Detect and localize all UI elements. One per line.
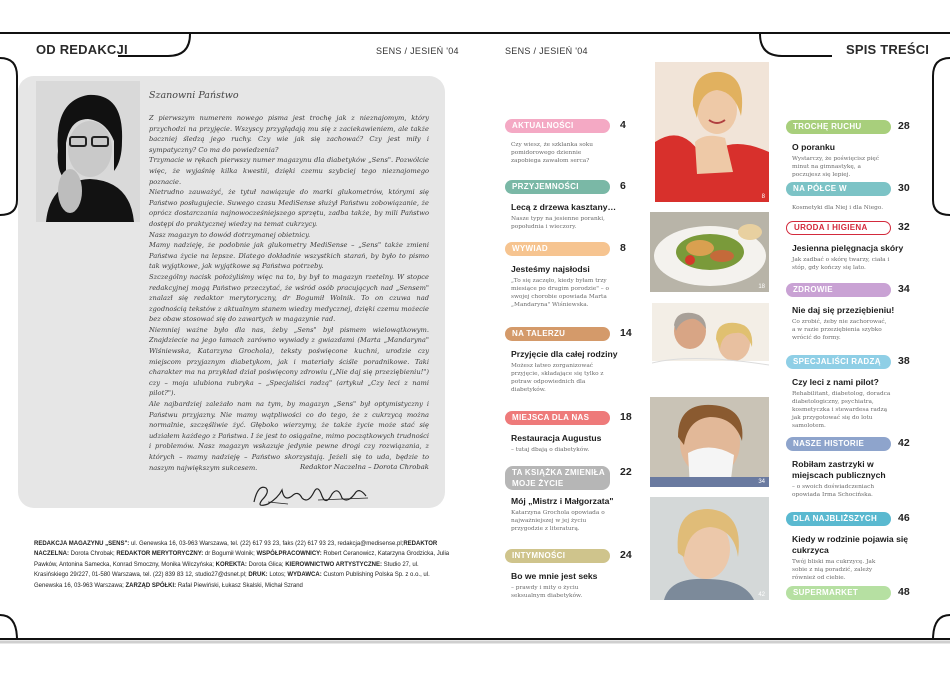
toc-article-description: Katarzyna Grochola opowiada o najważniejszej w jej życiu przygodzie z literaturą.	[511, 510, 605, 532]
editorial-greeting: Szanowni Państwo	[149, 90, 239, 101]
credit-label: WYDAWCA:	[287, 572, 322, 579]
toc-article-title[interactable]: Jesteśmy najsłodsi	[511, 264, 590, 274]
photo-page-number: 8	[761, 194, 765, 200]
editor-photo	[36, 81, 140, 222]
credit-text: Dorota Glica;	[246, 561, 286, 568]
photo-cold	[650, 397, 769, 487]
credit-text: Rafał Piewiński, Łukasz Skalski, Michał Szrand	[176, 582, 303, 589]
toc-category-supermarket[interactable]: SUPERMARKET	[786, 586, 891, 600]
toc-page-number[interactable]: 32	[898, 221, 910, 233]
toc-page-number[interactable]: 4	[620, 119, 626, 131]
toc-article-description: Wystarczy, że poświęcisz pięć minut na gimnastykę, a poczujesz się lepiej.	[792, 156, 880, 178]
toc-article-description: – tutaj dbają o diabetyków.	[511, 447, 590, 453]
handwritten-signature	[248, 478, 378, 510]
toc-page-number[interactable]: 38	[898, 355, 910, 367]
credit-label: DRUK:	[248, 572, 268, 579]
toc-category-miejsca-dla-nas[interactable]: MIEJSCA DLA NAS	[505, 411, 610, 425]
toc-article-title[interactable]: Przyjęcie dla całej rodziny	[511, 349, 618, 359]
toc-article-description: Co zrobić, żeby nie zachorować, a w razie przeziębienia szybko wrócić do formy.	[792, 319, 887, 341]
credit-text: dr Bogumił Wolnik;	[203, 551, 257, 558]
photo-page-number: 34	[758, 479, 765, 485]
toc-category-ta-książka-zmieniła-moje-życie[interactable]: TA KSIĄŻKA ZMIENIŁA MOJE ŻYCIE	[505, 466, 610, 490]
editorial-paragraph: Szczególny nacisk położyliśmy więc na to, by był to magazyn rzetelny. W stopce redakcyjnej mogą Państwo przeczytać, że wśród osób pracujących nad „Sensem" znalazł się redaktor merytoryczny, dr Bogumił Wolnik. To on czuwa nad zgodnością tekstów z aktualnym stanem wiedzy medycznej, dzięki czemu możecie bez obaw stosować się do zawartych w magazynie rad.	[149, 272, 429, 324]
toc-article-description: Możesz łatwo zorganizować przyjęcie, składające się tylko z potraw odpowiednich dla diabetyków.	[511, 363, 604, 393]
toc-article-title[interactable]: Nie daj się przeziębieniu!	[792, 305, 895, 315]
toc-article-title[interactable]: Restauracja Augustus	[511, 433, 602, 443]
editorial-paragraph: Trzymacie w rękach pierwszy numer magazynu dla diabetyków „Sens". Pozwólcie więc, że wyjaśnię kilka kwestii, dzięki czemu szybciej tego nieznajomego poznacie.	[149, 156, 429, 186]
photo-page-number: 24	[758, 379, 765, 385]
photo-interview	[655, 62, 769, 202]
toc-article-description: „To się zaczęło, kiedy byłam trzy miesiące po drugim porodzie" – o swojej chorobie opowiada Marta „Mandaryna" Wiśniewska.	[511, 278, 610, 308]
toc-category-wywiad[interactable]: WYWIAD	[505, 242, 610, 256]
toc-category-uroda-i-higiena[interactable]: URODA I HIGIENA	[786, 221, 891, 235]
editor-portrait-image	[36, 81, 140, 222]
toc-page-number[interactable]: 48	[898, 586, 910, 598]
credit-label: ZARZĄD SPÓŁKI:	[125, 582, 177, 589]
credit-label: WSPÓŁPRACOWNICY:	[256, 551, 322, 558]
toc-article-title[interactable]: Bo we mnie jest seks	[511, 571, 598, 581]
toc-category-nasze-historie[interactable]: NASZE HISTORIE	[786, 437, 891, 451]
credit-label: REDAKTOR NACZELNA:	[34, 541, 438, 558]
toc-page-number[interactable]: 42	[898, 437, 910, 449]
toc-category-specjaliści-radzą[interactable]: SPECJALIŚCI RADZĄ	[786, 355, 891, 369]
credit-text: Lotos;	[267, 572, 288, 579]
toc-page-number[interactable]: 6	[620, 180, 626, 192]
toc-article-title[interactable]: Lecą z drzewa kasztany…	[511, 202, 617, 212]
toc-page-number[interactable]: 18	[620, 411, 632, 423]
editorial-paragraph: Nasz magazyn to dowód dotrzymanej obietnicy.	[149, 230, 311, 239]
editorial-paragraph: Nietrudno zauważyć, że tytuł nawiązuje do marki glukometrów, którymi się Państwo posługujecie. Suwego czasu MediSense służył Państwu zobowiązanie, że oprócz dostarczania najnowocześniejszego sprzętu, zadba także, by mili Państwo dostępi do praktycznej wiedzy na temat cukrzycy.	[149, 188, 429, 228]
toc-category-zdrowie[interactable]: ZDROWIE	[786, 283, 891, 297]
toc-page-number[interactable]: 24	[620, 549, 632, 561]
toc-page-number[interactable]: 8	[620, 242, 626, 254]
toc-page-number[interactable]: 22	[620, 466, 632, 478]
masthead-credits	[34, 539, 452, 591]
credit-label: KIEROWNICTWO ARTYSTYCZNE:	[285, 561, 382, 568]
editorial-body	[149, 113, 429, 473]
left-section-title: OD REDAKCJI	[36, 42, 128, 57]
toc-article-title[interactable]: Mój „Mistrz i Małgorzata"	[511, 496, 614, 506]
toc-category-dla-najbliższych[interactable]: DLA NAJBLIŻSZYCH	[786, 512, 891, 526]
right-section-title: SPIS TREŚCI	[846, 42, 930, 57]
right-running-header: SENS / JESIEŃ '04	[505, 46, 588, 56]
toc-page-number[interactable]: 28	[898, 120, 910, 132]
toc-category-intymności[interactable]: INTYMNOŚCI	[505, 549, 610, 563]
credit-text: Dorota Chrobak;	[69, 551, 117, 558]
toc-category-trochę-ruchu[interactable]: TROCHĘ RUCHU	[786, 120, 891, 134]
credit-label: REDAKTOR MERYTORYCZNY:	[116, 551, 204, 558]
toc-page-number[interactable]: 34	[898, 283, 910, 295]
toc-article-description: Kosmetyki dla Niej i dla Niego.	[792, 205, 884, 211]
credit-text: Studio 27, ul. Krasińskiego 29/227, 01-580 Warszawa, tel. (22) 839 83 12, studio27@dsnet.pl;	[34, 561, 419, 579]
toc-article-description: Rehabilitant, diabetolog, doradca diabetologiczny, psychiatra, kosmetyczka i stewardesa radzą jak przygotować się do lotu samolotem.	[792, 391, 891, 429]
toc-article-title[interactable]: Kiedy w rodzinie pojawia się cukrzyca	[792, 534, 909, 555]
toc-page-number[interactable]: 46	[898, 512, 910, 524]
toc-category-na-półce-w-łazience[interactable]: NA PÓŁCE W ŁAZIENCE	[786, 182, 891, 196]
toc-category-aktualności[interactable]: AKTUALNOŚCI	[505, 119, 610, 133]
toc-page-number[interactable]: 14	[620, 327, 632, 339]
toc-article-title[interactable]: Czy leci z nami pilot?	[792, 377, 879, 387]
photo-couple	[652, 303, 769, 387]
credit-label: KOREKTA:	[215, 561, 247, 568]
toc-article-description: Czy wiesz, że szklanka soku pomidorowego dziennie zapobiega zawałom serca?	[511, 142, 594, 164]
photo-blonde	[650, 497, 769, 600]
credit-text: Robert Ceranowicz, Katarzyna Grodzicka, Julia Pawków, Antonina Samecka, Konrad Smoczny, Monika Wilczyńska;	[34, 551, 450, 568]
editorial-paragraph: Mamy nadzieję, że podobnie jak glukometry MediSense – „Sens" także zmieni Państwa życie na lepsze. Dlatego dokładnie wszystkich starań, by było to pismo tak wyjątkowe, jak wyjątkowe są Państwa potrzeby.	[149, 241, 429, 271]
toc-article-title[interactable]: O poranku	[792, 142, 835, 152]
toc-page-number[interactable]: 30	[898, 182, 910, 194]
toc-article-description: Jak zadbać o skórę twarzy, ciała i stóp, gdy kończy się lato.	[792, 257, 890, 271]
toc-article-description: Nasze typy na jesienne poranki, popołudnia i wieczory.	[511, 216, 605, 230]
toc-category-na-talerzu[interactable]: NA TALERZU	[505, 327, 610, 341]
left-running-header: SENS / JESIEŃ '04	[376, 46, 459, 56]
editorial-paragraph: Niemniej ważne było dla nas, żeby „Sens" był pismem wielowątkowym. Znajdziecie na jego łamach zarówno wywiady z gwiazdami (Marta „Mandaryna" Wiśniewska, Katarzyna Grochola), teksty poświęcone kuchni, urodzie czy miejscom przyjaznym diabetykom, jak i materiały ściśle poradnikowe. Taki charakter ma na przykład dział poświęcony zdrowiu („Nie daj się przeziębieniu!") czy – moja ulubiona rubryka – „Specjaliści radzą" (artykuł „Czy leci z nami pilot?").	[149, 325, 429, 398]
credit-text: ul. Genewska 16, 03-963 Warszawa, tel. (22) 617 93 23, faks (22) 617 93 23, redakcja@medisense.pl;	[129, 541, 404, 547]
editor-signature-line: Redaktor Naczelna – Dorota Chrobak	[300, 463, 429, 471]
toc-article-title[interactable]: Robiłam zastrzyki w miejscach publicznych	[792, 459, 886, 480]
toc-article-title[interactable]: Jesienna pielęgnacja skóry	[792, 243, 904, 253]
credit-text: Custom Publishing Polska Sp. z o.o., ul. Genewska 16, 03-963 Warszawa;	[34, 572, 430, 589]
photo-dish	[650, 212, 769, 292]
photo-page-number: 18	[758, 284, 765, 290]
toc-category-przyjemności[interactable]: PRZYJEMNOŚCI	[505, 180, 610, 194]
toc-article-description: Twój bliski ma cukrzycę. Jak sobie z nią poradzić, zależy również od ciebie.	[792, 559, 876, 581]
photo-page-number: 42	[758, 592, 765, 598]
credit-label: REDAKCJA MAGAZYNU „SENS":	[34, 541, 130, 547]
toc-article-description: – o swoich doświadczeniach opowiada Irma Schocińska.	[792, 484, 875, 498]
editorial-paragraph: Z pierwszym numerem nowego pisma jest trochę jak z nieznajomym, który przychodzi na przyjęcie. Wszyscy przyglądają mu się z zaciekawieniem, ale także baczniej śledzą jego ruchy. Czy wie jak się zachować? Czy jest miły i sympatyczny? Co ma do powiedzenia?	[149, 114, 429, 154]
toc-article-description: – prawdy i mity o życiu seksualnym diabetyków.	[511, 585, 583, 599]
editorial-paragraph: Ale najbardziej zależało nam na tym, by magazyn „Sens" był optymistyczny i Państwu przyjazny. Nie mamy wątpliwości co do tego, że z cukrzycą można normalnie, szczęśliwie żyć. Głęboko wierzymy, że także życie może stać się udziałem każdego z Państwa. I że jest to osiągalne, mimo początkowych trudności i problemów. Nasz magazyn wskazuje jedynie pewne drogi czy rozwiązania, z których – mamy nadzieję – Państwo skorzystają. Jeżeli się to uda, będzie to naszym największym sukcesem.	[149, 400, 429, 472]
